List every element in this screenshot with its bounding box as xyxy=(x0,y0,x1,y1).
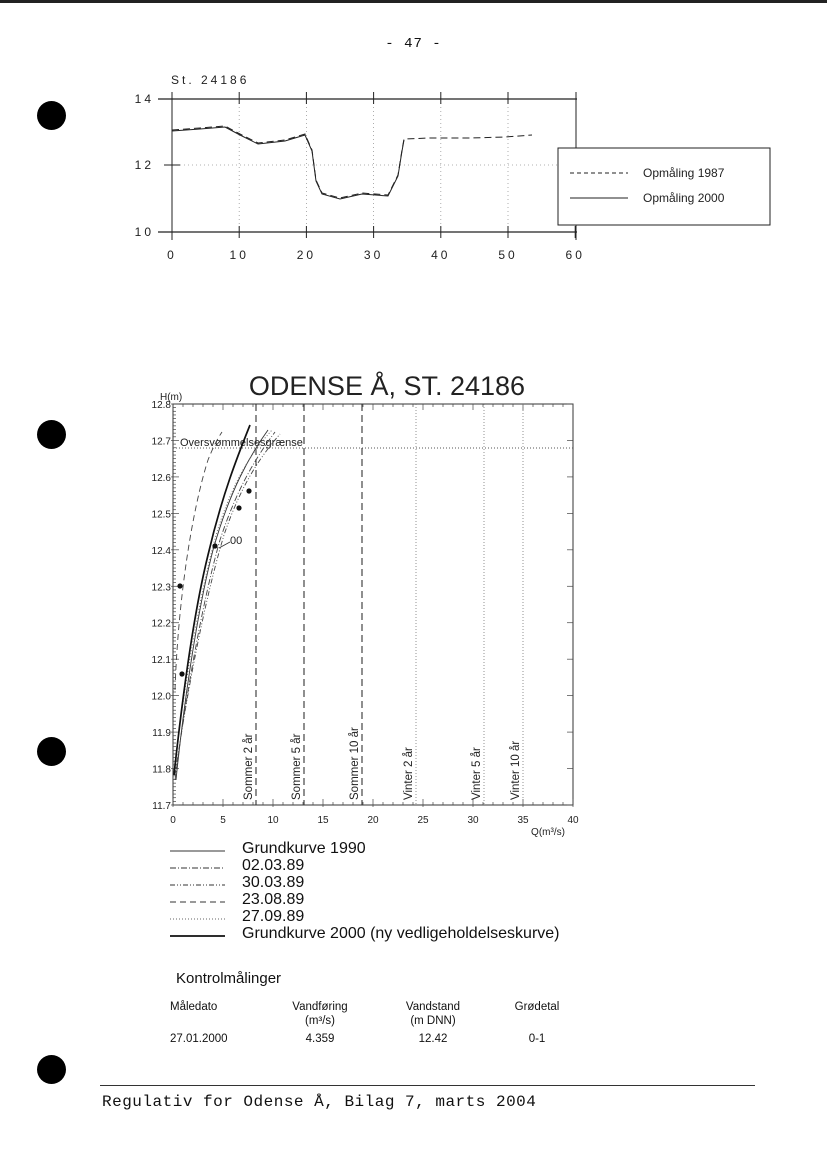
page-number: - 47 - xyxy=(385,36,442,52)
tick-marks xyxy=(164,92,575,238)
x-tick-label: 35 xyxy=(517,815,529,826)
x-tick-label: 30 xyxy=(363,248,384,262)
y-axis-label: H(m) xyxy=(160,392,183,403)
x-tick-label: 15 xyxy=(317,815,329,826)
legend-label: Grundkurve 2000 (ny vedligeholdelseskurve) xyxy=(242,925,560,942)
chart-title: ODENSE Å, ST. 24186 xyxy=(248,371,526,401)
x-tick-label: 50 xyxy=(498,248,518,262)
flood-threshold xyxy=(173,437,573,449)
y-tick-label: 10 xyxy=(134,225,154,239)
header-date xyxy=(170,1000,230,1014)
x-tick-label: 60 xyxy=(565,248,585,262)
y-tick-label: 12.7 xyxy=(151,436,171,448)
binder-hole-4 xyxy=(37,1055,66,1084)
y-tick-label: 12.6 xyxy=(151,472,171,484)
cell-vegetation: 0-1 xyxy=(528,1033,546,1045)
profile-2000-line xyxy=(172,127,404,199)
x-tick-label: 40 xyxy=(431,248,451,262)
threshold-label: Oversvømmelsesgrænse xyxy=(180,437,303,449)
measure-point xyxy=(236,505,241,510)
legend-label: 02.03.89 xyxy=(242,857,305,874)
x-tick-label: 10 xyxy=(229,248,249,262)
header-flow xyxy=(280,1000,360,1028)
y-tick-label: 12.2 xyxy=(151,618,171,630)
legend-label: 27.09.89 xyxy=(242,908,305,925)
legend-label-1987: Opmåling 1987 xyxy=(643,166,725,180)
x-tick-label: 20 xyxy=(296,248,317,262)
header-text: Vandstand xyxy=(405,1001,461,1013)
measure-point xyxy=(179,671,184,676)
x-tick-label: 0 xyxy=(167,248,177,262)
cell-flow: 4.359 xyxy=(305,1033,335,1045)
y-tick-label: 12.8 xyxy=(151,400,171,411)
x-tick-label: 40 xyxy=(567,815,579,826)
cell-level: 12.42 xyxy=(418,1033,448,1045)
design-flow-label: Vinter 5 år xyxy=(471,747,483,800)
header-unit: (m DNN) xyxy=(410,1015,456,1027)
y-tick-label: 11.7 xyxy=(152,801,171,812)
curve-grundkurve-1990 xyxy=(176,430,268,780)
design-flow-label: Sommer 5 år xyxy=(291,733,303,800)
station-label: St. 24186 xyxy=(171,73,250,87)
design-flow-label: Sommer 10 år xyxy=(349,727,361,800)
cell-date: 27.01.2000 xyxy=(170,1033,228,1045)
measure-point xyxy=(246,488,251,493)
y-tick-label: 12.4 xyxy=(151,545,171,557)
control-points xyxy=(177,488,251,676)
measure-point xyxy=(177,583,182,588)
footer-text: Regulativ for Odense Å, Bilag 7, marts 2004 xyxy=(102,1093,537,1111)
rating-curve-chart xyxy=(0,360,827,840)
x-tick-label: 20 xyxy=(367,815,379,826)
point-annotation: 00 xyxy=(230,535,243,547)
design-flow-label: Vinter 10 år xyxy=(510,740,522,800)
header-unit: (m³/s) xyxy=(304,1015,335,1027)
footer-rule xyxy=(100,1085,755,1086)
design-flow-label: Sommer 2 år xyxy=(243,733,255,800)
y-tick-label: 12.0 xyxy=(151,691,171,703)
design-flow-label: Vinter 2 år xyxy=(403,747,415,800)
legend-label-2000: Opmåling 2000 xyxy=(643,191,725,205)
y-tick-label: 12 xyxy=(134,158,154,172)
x-axis-label: Q(m³/s) xyxy=(531,827,565,838)
cross-section-chart xyxy=(0,0,827,280)
profile-1987-line xyxy=(172,126,532,198)
design-flow-lines xyxy=(243,404,523,805)
legend-label: 23.08.89 xyxy=(242,891,305,908)
rating-curves xyxy=(174,425,280,780)
grid-lines xyxy=(172,99,576,232)
x-tick-label: 0 xyxy=(170,815,176,826)
y-tick-label: 12.3 xyxy=(151,582,171,594)
measure-point xyxy=(212,543,217,548)
control-title: Kontrolmålinger xyxy=(176,970,282,987)
header-text: Grødetal xyxy=(514,1001,560,1013)
header-vegetation xyxy=(497,1000,577,1014)
y-tick-label: 12.1 xyxy=(151,655,171,667)
x-tick-label: 10 xyxy=(267,815,279,826)
curve-27-09-89 xyxy=(174,430,272,770)
y-tick-label: 12.5 xyxy=(151,509,171,521)
x-tick-label: 25 xyxy=(417,815,429,826)
header-text: Vandføring xyxy=(292,1001,348,1013)
x-tick-label: 5 xyxy=(220,815,226,826)
header-level xyxy=(393,1000,473,1028)
curve-23-08-89 xyxy=(175,432,222,690)
y-tick-label: 11.8 xyxy=(152,764,171,776)
curve-02-03-89 xyxy=(175,432,275,780)
legend-label: Grundkurve 1990 xyxy=(242,840,366,857)
x-tick-label: 30 xyxy=(467,815,479,826)
chart1-legend xyxy=(558,148,770,225)
legend-label: 30.03.89 xyxy=(242,874,305,891)
tick-labels xyxy=(135,92,585,262)
plot-frame xyxy=(158,92,577,240)
header-text: Måledato xyxy=(170,1001,218,1013)
y-tick-label: 11.9 xyxy=(152,728,171,740)
y-tick-label: 14 xyxy=(134,92,154,106)
